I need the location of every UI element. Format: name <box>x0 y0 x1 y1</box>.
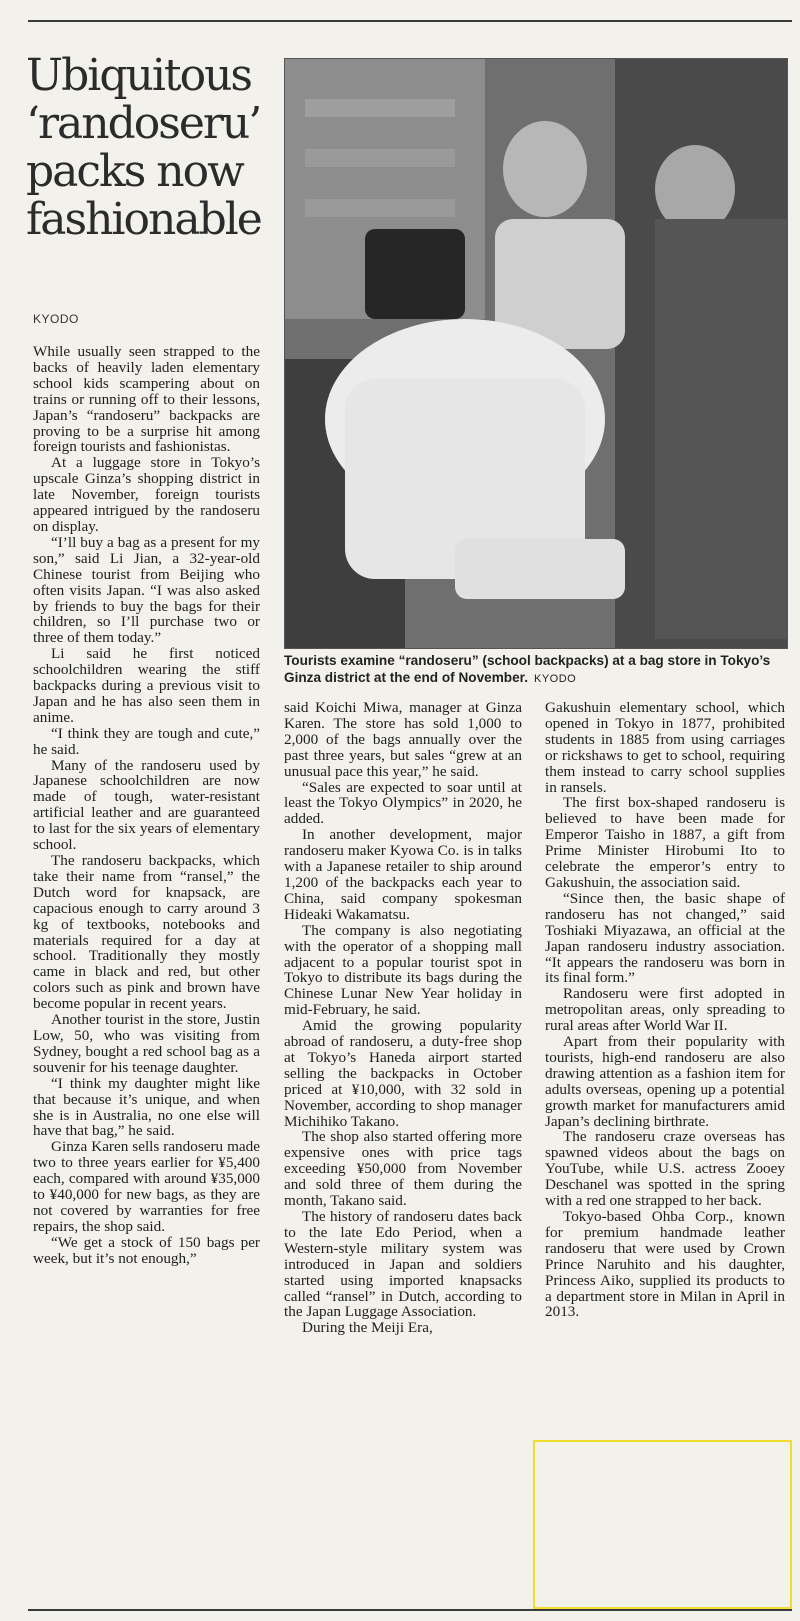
paragraph: The randoseru craze overseas has spawned videos about the bags on YouTube, while U.S. actress Zooey Deschanel was spotted in the spring with a red one strapped to her back. <box>545 1128 785 1210</box>
paragraph: The first box-shaped randoseru is believed to have been made for Emperor Taisho in 1887, a gift from Prime Minister Hirobumi Ito to celebrate the emperor’s entry to Gakushuin, the association said. <box>545 794 785 891</box>
bottom-rule <box>28 1609 792 1611</box>
paragraph: “We get a stock of 150 bags per week, but it’s not enough,” <box>33 1233 260 1267</box>
photo-illustration <box>285 59 787 648</box>
paragraph: “I think they are tough and cute,” he said. <box>33 724 260 758</box>
paragraph: said Koichi Miwa, manager at Ginza Karen. The store has sold 1,000 to 2,000 of the bags annually over the past three years, but sales “grew at an unusual pace this year,” he said. <box>284 699 522 780</box>
paragraph: The shop also started offering more expensive ones with price tags exceeding ¥50,000 from November and sold three of them during the month, Takano said. <box>284 1128 522 1210</box>
byline: KYODO <box>33 312 79 326</box>
paragraph: Li said he first noticed schoolchildren wearing the stiff backpacks during a previous visit to Japan and he has also seen them in anime. <box>33 645 260 726</box>
article-column-2 <box>284 700 522 1336</box>
paragraph: During the Meiji Era, <box>302 1319 433 1337</box>
top-rule <box>28 20 792 22</box>
paragraph: “Sales are expected to soar until at least the Tokyo Olympics” in 2020, he added. <box>284 778 522 828</box>
paragraph: “I think my daughter might like that because it’s unique, and when she is in Australia, no one else will have that bag,” he said. <box>33 1074 260 1140</box>
paragraph: The history of randoseru dates back to the late Edo Period, when a Western-style military system was introduced in Japan and soldiers started using imported knapsacks called “ransel” in Dutch, according to the Japan Luggage Association. <box>284 1208 522 1321</box>
headline: Ubiquitous ‘randoseru’ packs now fashionable <box>26 50 261 245</box>
paragraph: Apart from their popularity with tourists, high-end randoseru are also drawing attention as a fashion item for adults overseas, opening up a potential growth market for manufacturers amid Japan’s declining birthrate. <box>545 1033 785 1130</box>
paragraph: The randoseru backpacks, which take their name from “ransel,” the Dutch word for knapsack, are capacious enough to carry around 3 kg of textbooks, notebooks and materials required for a day at school. Traditionally they mostly came in black and red, but other colors such as pink and brown have become popular in recent years. <box>33 852 260 1013</box>
photo-caption <box>284 652 786 688</box>
article-photo <box>284 58 788 649</box>
paragraph: “I’ll buy a bag as a present for my son,” said Li Jian, a 32-year-old Chinese tourist from Beijing who often visits Japan. “I was also asked by friends to buy the bags for their children, so I’ll purchase two or three of them today.” <box>33 533 260 647</box>
article-column-1 <box>33 344 260 1267</box>
paragraph: Many of the randoseru used by Japanese schoolchildren are now made of tough, water-resistant artificial leather and are guaranteed to last for the six years of elementary school. <box>33 756 260 854</box>
paragraph: “Since then, the basic shape of randoseru has not changed,” said Toshiaki Miyazawa, an official at the Japan randoseru industry association. “It appears the randoseru was born in its final form.” <box>545 889 785 987</box>
paragraph: Gakushuin elementary school, which opened in Tokyo in 1877, prohibited students in 1885 from using carriages or rickshaws to get to school, requiring them instead to carry school supplies in ransels. <box>545 699 785 796</box>
paragraph: Ginza Karen sells randoseru made two to three years earlier for ¥5,400 each, compared with around ¥35,000 to ¥40,000 for new bags, as they are not covered by warranties for free repairs, the shop said. <box>33 1138 260 1235</box>
article-column-3 <box>545 700 785 1320</box>
paragraph: Randoseru were first adopted in metropolitan areas, only spreading to rural areas after World War II. <box>545 985 785 1035</box>
photo-credit: KYODO <box>533 673 577 685</box>
paragraph: The company is also negotiating with the operator of a shopping mall adjacent to a popular tourist spot in Tokyo to distribute its bags during the Chinese Lunar New Year holiday in mid-February, he said. <box>284 921 522 1019</box>
paragraph-highlighted: Tokyo-based Ohba Corp., known for premium handmade leather randoseru that were used by Crown Prince Naruhito and his daughter, Princess Aiko, supplied its products to a department store in Milan in April in 2013. <box>545 1208 785 1321</box>
paragraph: In another development, major randoseru maker Kyowa Co. is in talks with a Japanese retailer to ship around 1,200 of the backpacks each year to China, said company spokesman Hideaki Wakamatsu. <box>284 826 522 923</box>
paragraph: Another tourist in the store, Justin Low, 50, who was visiting from Sydney, bought a red school bag as a souvenir for his teenage daughter. <box>33 1011 260 1076</box>
paragraph: Amid the growing popularity abroad of randoseru, a duty-free shop at Tokyo’s Haneda airport started selling the backpacks in October priced at ¥10,000, with 32 sold in November, according to shop manager Michihiko Takano. <box>284 1017 522 1130</box>
paragraph: At a luggage store in Tokyo’s upscale Ginza’s shopping district in late November, foreign tourists appeared intrigued by the randoseru on display. <box>33 454 260 535</box>
paragraph: While usually seen strapped to the backs of heavily laden elementary school kids scampering about on trains or running off to their lessons, Japan’s “randoseru” backpacks are proving to be a surprise hit among foreign tourists and fashionistas. <box>33 343 260 456</box>
highlight-box <box>533 1440 792 1609</box>
caption-text: Tourists examine “randoseru” (school backpacks) at a bag store in Tokyo’s Ginza district at the end of November. <box>284 653 771 685</box>
